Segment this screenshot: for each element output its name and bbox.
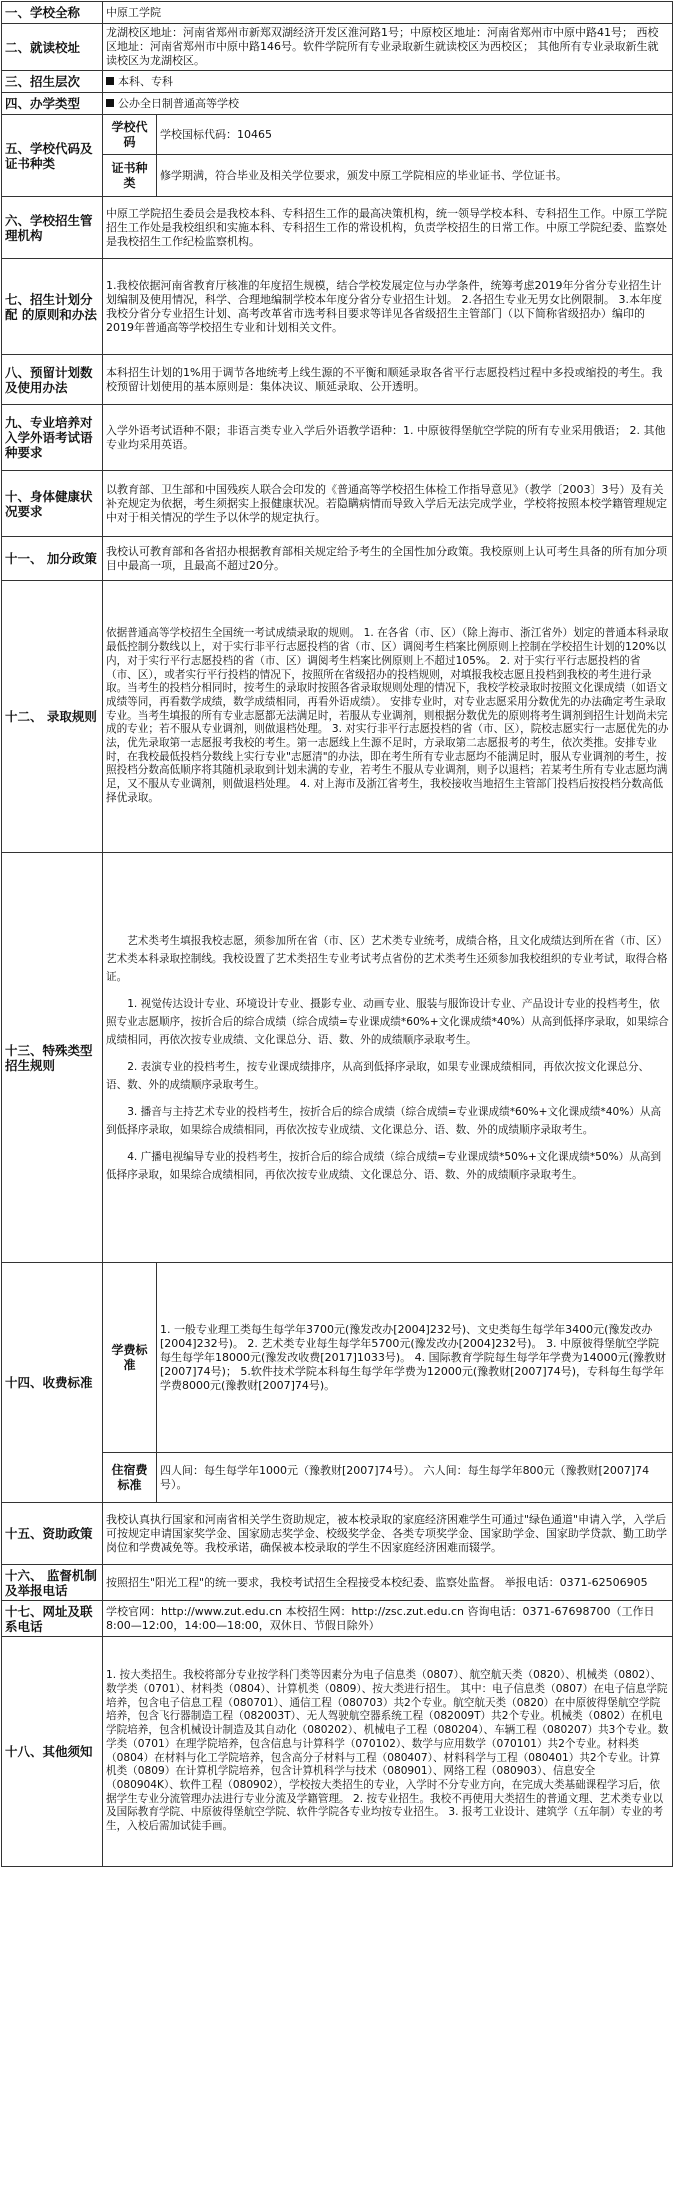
value-admission-rules: 依据普通高等学校招生全国统一考试成绩录取的规则。 1. 在各省（市、区）（除上海市、浙江省外）划定的普通本科录取最低控制分数线以上，对于实行非平行志愿投档的省（市、区）调阅考生档案比例原则上控制在学校招生计划的120%以内，对于实行平行志愿投档的省（市、区）调阅考生档案比例原则上不超过105%。 2. 对于实行平行志愿投档的省（市、区），或者实行平行投档的情况下，按照所在省级招办的投档规则，对填报我校志愿且投档到我校的考生进行录取。当考生的投档分相同时，按考生的录取时按照各省录取规则处理的情况下，我校学校录取时按照文化课成绩（如语文成绩等同，再看数学成绩，数学成绩相同，再看外语成绩）。 安排专业时，对专业志愿采用分数优先的办法确定考生录取专业。当考生填报的所有专业志愿都无法满足时，若服从专业调剂，则根据分数优先的原则将考生调剂到招生计划尚未完成的专业；若不服从专业调剂，则做退档处理。 3. 对实行非平行志愿投档的省（市、区），院校志愿实行一志愿优先的办法，优先录取第一志愿报考我校的考生。第一志愿线上生源不足时，方录取第二志愿报考的考生，依次类推。安排专业时，在我校最低投档分数线上实行专业"志愿清"的办法，即在考生所有专业志愿均不能满足时，服从专业调剂的考生，按照投档分数高低顺序将其随机录取到计划未满的专业，若考生不服从专业调剂，则予以退档；若某考生所有专业志愿均满足，又不服从专业调剂，则做退档处理。 4. 对上海市及浙江省考生，我校接收当地招生主管部门投档后按投档分数高低择优录取。: [103, 581, 673, 853]
special-rule-paragraph: 3. 播音与主持艺术专业的投档考生，按折合后的综合成绩（综合成绩=专业课成绩*60%+文化课成绩*40%）从高到低择序录取，如果综合成绩相同，再依次按专业成绩、文化课总分、语、数、外的成绩顺序录取考生。: [106, 1105, 662, 1136]
sublabel-tuition: 学费标准: [103, 1263, 157, 1453]
label-school-name: 一、学校全称: [2, 2, 103, 24]
value-bonus-points: 我校认可教育部和各省招办根据教育部相关规定给予考生的全国性加分政策。我校原则上认可考生具备的所有加分项目中最高一项，且最高不超过20分。: [103, 537, 673, 581]
row-admission-office: [2, 197, 673, 259]
label-admission-office: 六、学校招生管理机构: [2, 197, 103, 259]
row-plan-allocation: [2, 259, 673, 355]
value-foreign-language: 入学外语考试语种不限；非语言类专业入学后外语教学语种：1. 中原彼得堡航空学院的所有专业采用俄语； 2. 其他专业均采用英语。: [103, 405, 673, 471]
sublabel-certificate-type: 证书种类: [103, 155, 157, 197]
row-bonus-points: [2, 537, 673, 581]
row-admission-level: [2, 71, 673, 93]
row-other-notes: [2, 1637, 673, 1867]
sublabel-accommodation: 住宿费标准: [103, 1453, 157, 1503]
admission-charter-table: [1, 1, 673, 1867]
row-campus-address: [2, 24, 673, 71]
row-school-code: [2, 115, 673, 155]
square-bullet-icon: [106, 77, 114, 85]
label-fees: 十四、收费标准: [2, 1263, 103, 1503]
value-school-name: 中原工学院: [103, 2, 673, 24]
school-type-text: 公办全日制普通高等学校: [118, 96, 239, 110]
row-financial-aid: [2, 1503, 673, 1565]
row-supervision: [2, 1565, 673, 1601]
sublabel-school-code: 学校代码: [103, 115, 157, 155]
row-foreign-language: [2, 405, 673, 471]
row-certificate-type: [2, 155, 673, 197]
square-bullet-icon: [106, 99, 114, 107]
row-contact: [2, 1601, 673, 1637]
row-special-admission: [2, 853, 673, 1263]
admission-level-text: 本科、专科: [118, 74, 173, 88]
label-plan-allocation: 七、招生计划分配 的原则和办法: [2, 259, 103, 355]
label-reserved-plan: 八、预留计划数及使用办法: [2, 355, 103, 405]
value-campus-address: 龙湖校区地址：河南省郑州市新郑双湖经济开发区淮河路1号；中原校区地址：河南省郑州市中原中路41号； 西校区地址：河南省郑州市中原中路146号。软件学院所有专业录取新生就读校区为西校区； 其他所有专业录取新生就读校区为龙湖校区。: [103, 24, 673, 71]
label-other-notes: 十八、其他须知: [2, 1637, 103, 1867]
row-accommodation: [2, 1453, 673, 1503]
label-campus-address: 二、就读校址: [2, 24, 103, 71]
value-admission-office: 中原工学院招生委员会是我校本科、专科招生工作的最高决策机构，统一领导学校本科、专科招生工作。中原工学院招生工作处是我校组织和实施本科、专科招生工作的常设机构，负责学校招生的日常工作。中原工学院纪委、监察处是我校招生工作纪检监察机构。: [103, 197, 673, 259]
special-rule-paragraph: 艺术类考生填报我校志愿，须参加所在省（市、区）艺术类专业统考，成绩合格，且文化成绩达到所在省（市、区）艺术类本科录取控制线。我校设置了艺术类招生专业考试考点省份的艺术类考生还须参加我校组织的专业考试，取得合格证。: [106, 934, 668, 983]
row-health-requirement: [2, 471, 673, 537]
label-special-admission: 十三、特殊类型招生规则: [2, 853, 103, 1263]
label-financial-aid: 十五、资助政策: [2, 1503, 103, 1565]
value-special-admission: [103, 853, 673, 1263]
label-admission-level: 三、招生层次: [2, 71, 103, 93]
label-contact: 十七、网址及联系电话: [2, 1601, 103, 1637]
row-tuition: [2, 1263, 673, 1453]
label-supervision: 十六、 监督机制及举报电话: [2, 1565, 103, 1601]
value-health-requirement: 以教育部、卫生部和中国残疾人联合会印发的《普通高等学校招生体检工作指导意见》（教学〔2003〕3号）及有关补充规定为依据，考生须据实上报健康状况。若隐瞒病情而导致入学后无法完成学业，学校将按照本校学籍管理规定中对于相关情况的学生予以休学的规定执行。: [103, 471, 673, 537]
value-reserved-plan: 本科招生计划的1%用于调节各地统考上线生源的不平衡和顺延录取各省平行志愿投档过程中多投或缩投的考生。我校预留计划使用的基本原则是：集体决议、顺延录取、公开透明。: [103, 355, 673, 405]
row-reserved-plan: [2, 355, 673, 405]
value-certificate-type: 修学期满，符合毕业及相关学位要求，颁发中原工学院相应的毕业证书、学位证书。: [157, 155, 673, 197]
special-rule-paragraph: 4. 广播电视编导专业的投档考生，按折合后的综合成绩（综合成绩=专业课成绩*50%+文化课成绩*50%）从高到低择序录取，如果综合成绩相同，再依次按专业成绩、文化课总分、语、数、外的成绩顺序录取考生。: [106, 1150, 662, 1181]
value-tuition: 1. 一般专业理工类每生每学年3700元(豫发改办[2004]232号)、文史类每生每学年3400元(豫发改办[2004]232号)。 2. 艺术类专业每生每学年5700元(豫发改办[2004]232号)。 3. 中原彼得堡航空学院每生每学年18000元(豫发改收费[2017]1033号)。 4. 国际教育学院每生每学年学费为14000元(豫教财[2007]74号)； 5.软件技术学院本科每生每学年学费为12000元(豫教财[2007]74号)，专科每生每学年学费8000元(豫教财[2007]74号)。: [157, 1263, 673, 1453]
row-school-name: [2, 2, 673, 24]
label-foreign-language: 九、专业培养对入学外语考试语种要求: [2, 405, 103, 471]
value-plan-allocation: 1.我校依据河南省教育厅核准的年度招生规模，结合学校发展定位与办学条件，统筹考虑2019年分省分专业招生计划编制及使用情况，科学、合理地编制学校本年度分省分专业招生计划。 2.各招生专业无男女比例限制。 3.本年度我校分省分专业招生计划、高考改革省市选考科目要求等详见各省级招生主管部门（以下简称省级招办）编印的2019年普通高等学校招生专业和计划相关文件。: [103, 259, 673, 355]
label-bonus-points: 十一、 加分政策: [2, 537, 103, 581]
value-contact: 学校官网：http://www.zut.edu.cn 本校招生网：http://zsc.zut.edu.cn 咨询电话：0371-67698700（工作日 8:00—12:00，14:00—18:00，双休日、节假日除外）: [103, 1601, 673, 1637]
value-accommodation: 四人间：每生每学年1000元（豫教财[2007]74号）。 六人间：每生每学年800元（豫教财[2007]74号）。: [157, 1453, 673, 1503]
value-school-type: [103, 93, 673, 115]
label-school-type: 四、办学类型: [2, 93, 103, 115]
value-financial-aid: 我校认真执行国家和河南省相关学生资助规定，被本校录取的家庭经济困难学生可通过"绿色通道"申请入学，入学后可按规定申请国家奖学金、国家励志奖学金、校级奖学金、各类专项奖学金、国家助学金、国家助学贷款、勤工助学岗位和学费减免等。我校承诺，确保被本校录取的学生不因家庭经济困难而辍学。: [103, 1503, 673, 1565]
label-admission-rules: 十二、 录取规则: [2, 581, 103, 853]
value-supervision: 按照招生"阳光工程"的统一要求，我校考试招生全程接受本校纪委、监察处监督。 举报电话：0371-62506905: [103, 1565, 673, 1601]
value-other-notes: 1. 按大类招生。我校将部分专业按学科门类等因素分为电子信息类（0807）、航空航天类（0820）、机械类（0802）、数学类（0701）、材料类（0804）、计算机类（0809）、按大类进行招生。 其中：电子信息类（0807）在电子信息学院培养，包含电子信息工程（080701）、通信工程（080703）共2个专业。航空航天类（0820）在中原彼得堡航空学院培养，包含飞行器制造工程（082003T）、无人驾驶航空器系统工程（082009T）共2个专业。机械类（0802）在机电学院培养，包含机械设计制造及其自动化（080202）、机械电子工程（080204）、车辆工程（080207）共3个专业。数学类（0701）在理学院培养，包含信息与计算科学（070102）、数学与应用数学（070101）共2个专业。材料类（0804）在材料与化工学院培养，包含高分子材料与工程（080407）、材料科学与工程（080401）共2个专业。计算机类（0809）在计算机学院培养，包含计算机科学与技术（080901）、网络工程（080903）、信息安全（080904K）、软件工程（080902），学校按大类招生的专业，入学时不分专业方向，在完成大类基础课程学习后，依据学生专业分流管理办法进行专业分流及学籍管理。 2. 按专业招生。我校不再使用大类招生的普通文理、艺术类专业以及国际教育学院、中原彼得堡航空学院、软件学院各专业均按专业招生。 3. 报考工业设计、建筑学（五年制）专业的考生，入校后需加试徒手画。: [103, 1637, 673, 1867]
special-rule-paragraph: 1. 视觉传达设计专业、环境设计专业、摄影专业、动画专业、服装与服饰设计专业、产品设计专业的投档考生，依照专业志愿顺序，按折合后的综合成绩（综合成绩=专业课成绩*60%+文化课成绩*40%）从高到低择序录取，如果综合成绩相同，再依次按专业成绩、文化课总分、语、数、外的成绩顺序录取考生。: [106, 997, 669, 1046]
special-rule-paragraph: 2. 表演专业的投档考生，按专业课成绩排序，从高到低择序录取，如果专业课成绩相同，再依次按文化课总分、语、数、外的成绩顺序录取考生。: [106, 1060, 650, 1091]
value-admission-level: [103, 71, 673, 93]
value-school-code: 学校国标代码：10465: [157, 115, 673, 155]
row-admission-rules: [2, 581, 673, 853]
label-health-requirement: 十、身体健康状况要求: [2, 471, 103, 537]
row-school-type: [2, 93, 673, 115]
label-code-and-certificate: 五、学校代码及证书种类: [2, 115, 103, 197]
